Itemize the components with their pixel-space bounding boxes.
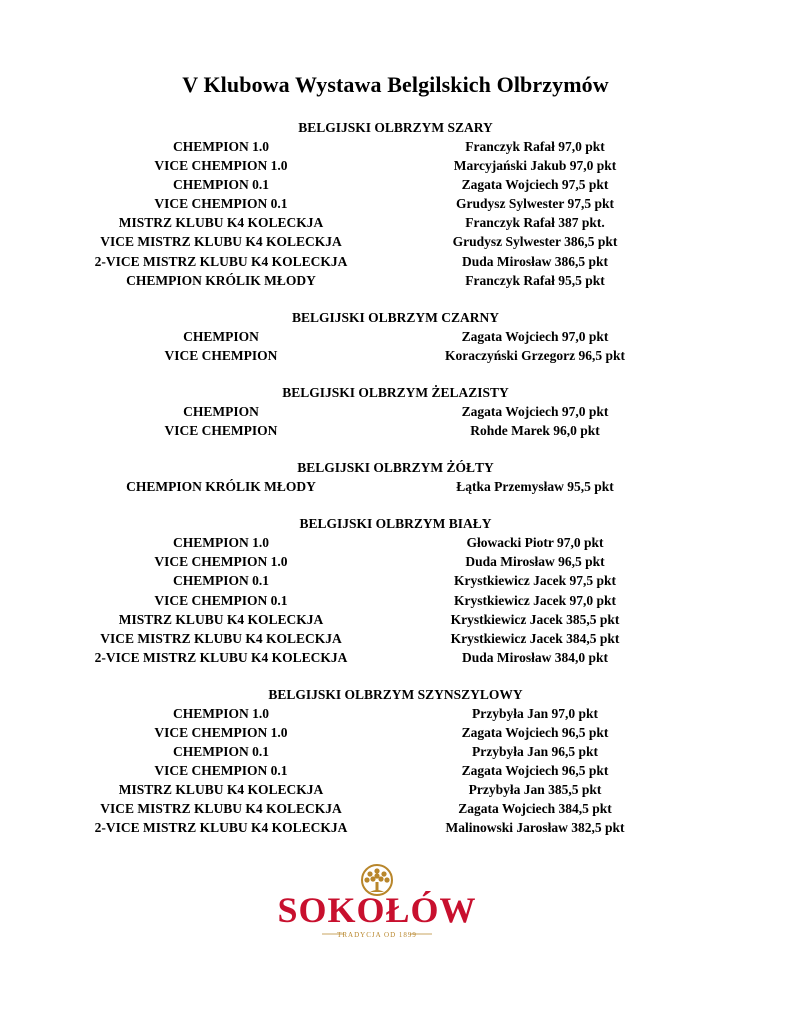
award-winner: Zagata Wojciech 97,5 pkt <box>461 177 609 193</box>
award-category: CHEMPION <box>183 403 259 419</box>
award-winner: Koraczyński Grzegorz 96,5 pkt <box>445 347 625 363</box>
result-row <box>0 175 791 194</box>
result-row <box>0 533 791 552</box>
logo-tagline: TRADYCJA OD 1899 <box>337 931 417 939</box>
award-winner: Przybyła Jan 97,0 pkt <box>471 705 598 721</box>
result-row <box>0 137 791 156</box>
result-row <box>0 232 791 251</box>
award-category: VICE CHEMPION <box>164 347 278 363</box>
award-winner: Głowacki Piotr 97,0 pkt <box>466 535 604 551</box>
award-category: 2-VICE MISTRZ KLUBU K4 KOLECKJA <box>94 820 348 836</box>
results-section <box>0 118 791 290</box>
award-winner: Zagata Wojciech 384,5 pkt <box>458 801 612 817</box>
result-row <box>0 213 791 232</box>
award-winner: Zagata Wojciech 96,5 pkt <box>461 763 609 779</box>
award-category: CHEMPION 1.0 <box>173 705 269 721</box>
result-row <box>0 780 791 799</box>
award-category: CHEMPION KRÓLIK MŁODY <box>126 479 316 495</box>
award-category: VICE CHEMPION 0.1 <box>154 592 288 608</box>
award-winner: Krystkiewicz Jacek 97,0 pkt <box>454 592 616 608</box>
award-winner: Franczyk Rafał 387 pkt. <box>465 215 605 231</box>
result-row <box>0 610 791 629</box>
award-category: VICE MISTRZ KLUBU K4 KOLECKJA <box>100 234 342 250</box>
results-list <box>0 118 791 856</box>
page-title: V Klubowa Wystawa Belgilskich Olbrzymów <box>182 72 609 97</box>
section-heading: BELGIJSKI OLBRZYM BIAŁY <box>299 516 492 532</box>
results-section <box>0 308 791 365</box>
result-row <box>0 742 791 761</box>
award-winner: Zagata Wojciech 97,0 pkt <box>461 403 609 419</box>
result-row <box>0 271 791 290</box>
award-category: CHEMPION 0.1 <box>173 744 269 760</box>
award-winner: Krystkiewicz Jacek 385,5 pkt <box>450 611 620 627</box>
award-winner: Duda Mirosław 384,0 pkt <box>461 649 609 665</box>
award-winner: Duda Mirosław 386,5 pkt <box>461 253 609 269</box>
award-category: VICE CHEMPION 1.0 <box>154 724 288 740</box>
award-category: VICE CHEMPION <box>164 423 278 439</box>
award-category: VICE CHEMPION 0.1 <box>154 763 288 779</box>
award-winner: Duda Mirosław 96,5 pkt <box>465 554 605 570</box>
award-winner: Rohde Marek 96,0 pkt <box>470 423 600 439</box>
result-row <box>0 156 791 175</box>
result-row <box>0 629 791 648</box>
result-row <box>0 648 791 667</box>
award-winner: Malinowski Jarosław 382,5 pkt <box>445 820 625 836</box>
award-category: 2-VICE MISTRZ KLUBU K4 KOLECKJA <box>94 649 348 665</box>
award-category: 2-VICE MISTRZ KLUBU K4 KOLECKJA <box>94 253 348 269</box>
award-category: MISTRZ KLUBU K4 KOLECKJA <box>118 782 324 798</box>
award-winner: Przybyła Jan 96,5 pkt <box>471 744 598 760</box>
result-row <box>0 818 791 837</box>
award-winner: Marcyjański Jakub 97,0 pkt <box>453 158 617 174</box>
award-category: MISTRZ KLUBU K4 KOLECKJA <box>118 611 324 627</box>
result-row <box>0 402 791 421</box>
result-row <box>0 571 791 590</box>
result-row <box>0 346 791 365</box>
results-section <box>0 685 791 838</box>
logo-wordmark: SOKOŁÓW <box>277 890 477 930</box>
section-heading: BELGIJSKI OLBRZYM SZYNSZYLOWY <box>268 686 523 702</box>
result-row <box>0 704 791 723</box>
award-category: MISTRZ KLUBU K4 KOLECKJA <box>118 215 324 231</box>
award-category: VICE CHEMPION 1.0 <box>154 554 288 570</box>
results-section <box>0 458 791 496</box>
result-row <box>0 552 791 571</box>
result-row <box>0 723 791 742</box>
result-row <box>0 761 791 780</box>
section-heading: BELGIJSKI OLBRZYM ŻELAZISTY <box>282 384 509 400</box>
result-row <box>0 477 791 496</box>
award-category: CHEMPION <box>183 328 259 344</box>
award-category: VICE MISTRZ KLUBU K4 KOLECKJA <box>100 630 342 646</box>
result-row <box>0 194 791 213</box>
award-winner: Zagata Wojciech 96,5 pkt <box>461 724 609 740</box>
award-category: CHEMPION 0.1 <box>173 573 269 589</box>
award-winner: Krystkiewicz Jacek 97,5 pkt <box>454 573 616 589</box>
award-winner: Łątka Przemysław 95,5 pkt <box>456 479 614 495</box>
award-winner: Grudysz Sylwester 386,5 pkt <box>452 234 618 250</box>
result-row <box>0 421 791 440</box>
sokolow-logo <box>226 858 528 942</box>
results-section <box>0 383 791 440</box>
award-category: CHEMPION 1.0 <box>173 535 269 551</box>
result-row <box>0 591 791 610</box>
section-heading: BELGIJSKI OLBRZYM CZARNY <box>291 309 500 325</box>
result-row <box>0 799 791 818</box>
award-winner: Przybyła Jan 385,5 pkt <box>468 782 602 798</box>
award-category: CHEMPION 0.1 <box>173 177 269 193</box>
result-row <box>0 252 791 271</box>
award-winner: Krystkiewicz Jacek 384,5 pkt <box>450 630 620 646</box>
award-winner: Zagata Wojciech 97,0 pkt <box>461 328 609 344</box>
award-category: CHEMPION 1.0 <box>173 139 269 154</box>
award-category: CHEMPION KRÓLIK MŁODY <box>126 272 316 288</box>
results-section <box>0 514 791 667</box>
section-heading: BELGIJSKI OLBRZYM SZARY <box>298 120 493 135</box>
award-category: VICE CHEMPION 0.1 <box>154 196 288 212</box>
section-heading: BELGIJSKI OLBRZYM ŻÓŁTY <box>297 460 494 476</box>
award-category: VICE CHEMPION 1.0 <box>154 158 288 174</box>
award-winner: Grudysz Sylwester 97,5 pkt <box>455 196 614 212</box>
award-category: VICE MISTRZ KLUBU K4 KOLECKJA <box>100 801 342 817</box>
award-winner: Franczyk Rafał 97,0 pkt <box>465 139 605 154</box>
award-winner: Franczyk Rafał 95,5 pkt <box>465 272 605 288</box>
result-row <box>0 327 791 346</box>
